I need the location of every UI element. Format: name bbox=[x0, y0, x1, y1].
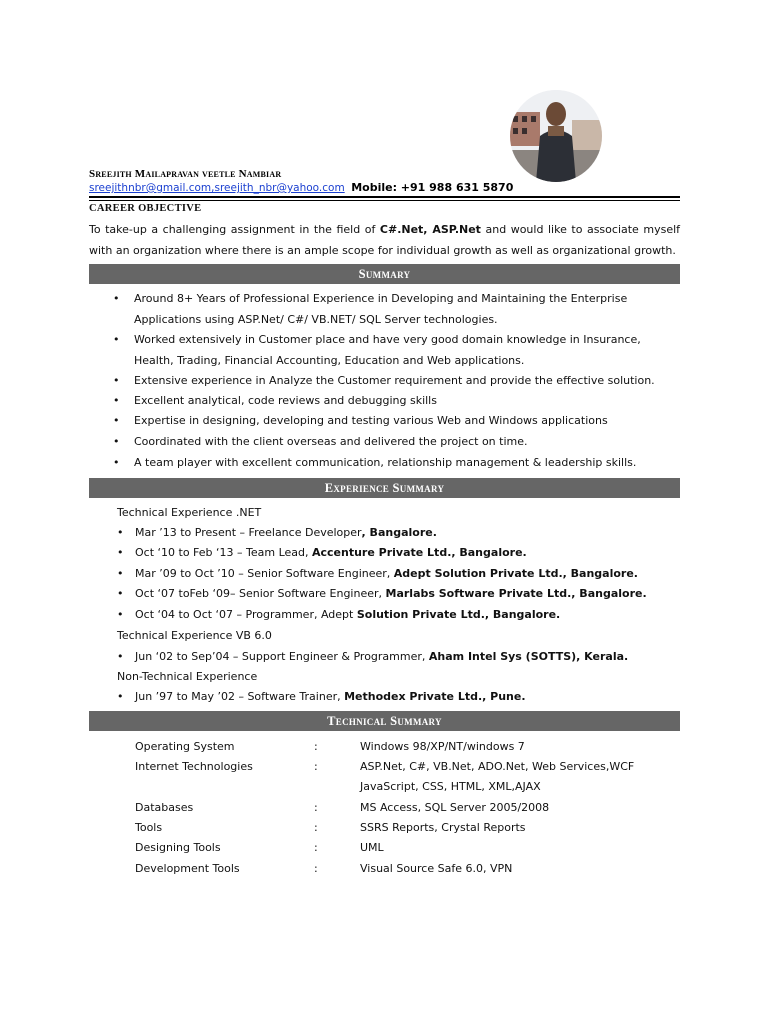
experience-item: • Jun ’97 to May ’02 – Software Trainer, Methodex Private Ltd., Pune. bbox=[117, 690, 526, 703]
summary-item: • Worked extensively in Customer place and have very good domain knowledge in Insurance, Health, Trading, Financial Accounting, Education and Web applications. bbox=[112, 330, 680, 371]
career-objective-heading: CAREER OBJECTIVE bbox=[89, 203, 202, 214]
summary-item: • Coordinated with the client overseas and delivered the project on time. bbox=[112, 432, 680, 453]
profile-photo-image bbox=[510, 90, 602, 182]
email-link[interactable]: sreejithnbr@gmail.com,sreejith_nbr@yahoo.com bbox=[89, 182, 345, 194]
vb-experience-heading: Technical Experience VB 6.0 bbox=[117, 629, 272, 642]
experience-item: • Oct ‘04 to Oct ‘07 – Programmer, Adept Solution Private Ltd., Bangalore. bbox=[117, 608, 560, 621]
summary-section-header: Summary bbox=[89, 264, 680, 284]
tech-value: SSRS Reports, Crystal Reports bbox=[360, 821, 526, 834]
tech-separator: : bbox=[314, 740, 318, 753]
tech-value: Windows 98/XP/NT/windows 7 bbox=[360, 740, 525, 753]
tech-label: Internet Technologies bbox=[135, 760, 253, 773]
experience-item: • Mar ’13 to Present – Freelance Developer, Bangalore. bbox=[117, 526, 437, 539]
mobile-number: Mobile: +91 988 631 5870 bbox=[351, 181, 514, 194]
experience-item: • Oct ‘10 to Feb ‘13 – Team Lead, Accenture Private Ltd., Bangalore. bbox=[117, 546, 527, 559]
experience-item: • Jun ‘02 to Sep’04 – Support Engineer & Programmer, Aham Intel Sys (SOTTS), Kerala. bbox=[117, 650, 628, 663]
non-technical-experience-heading: Non-Technical Experience bbox=[117, 670, 258, 683]
tech-label: Designing Tools bbox=[135, 841, 221, 854]
summary-item: • Extensive experience in Analyze the Customer requirement and provide the effective solution. bbox=[112, 371, 680, 392]
experience-item: • Mar ’09 to Oct ’10 – Senior Software Engineer, Adept Solution Private Ltd., Bangalore. bbox=[117, 567, 638, 580]
contact-line bbox=[89, 181, 513, 194]
summary-item: • Around 8+ Years of Professional Experience in Developing and Maintaining the Enterprise Applications using ASP.Net/ C#/ VB.NET/ SQL Server technologies. bbox=[112, 289, 680, 330]
tech-label: Development Tools bbox=[135, 862, 240, 875]
header-rule-thin bbox=[89, 200, 680, 201]
tech-label: Operating System bbox=[135, 740, 235, 753]
tech-value: MS Access, SQL Server 2005/2008 bbox=[360, 801, 550, 814]
technical-section-header: Technical Summary bbox=[89, 711, 680, 731]
summary-item: • Excellent analytical, code reviews and debugging skills bbox=[112, 391, 680, 412]
tech-value: JavaScript, CSS, HTML, XML,AJAX bbox=[360, 780, 541, 793]
tech-separator: : bbox=[314, 801, 318, 814]
tech-label: Databases bbox=[135, 801, 194, 814]
tech-value: UML bbox=[360, 841, 384, 854]
experience-section-header: Experience Summary bbox=[89, 478, 680, 498]
tech-label: Tools bbox=[135, 821, 163, 834]
tech-separator: : bbox=[314, 862, 318, 875]
summary-item: • Expertise in designing, developing and testing various Web and Windows applications bbox=[112, 411, 680, 432]
tech-separator: : bbox=[314, 760, 318, 773]
tech-value: Visual Source Safe 6.0, VPN bbox=[360, 862, 513, 875]
header-rule-thick bbox=[89, 196, 680, 198]
summary-item: • A team player with excellent communication, relationship management & leadership skills. bbox=[112, 453, 680, 474]
career-objective-text: To take-up a challenging assignment in the field of C#.Net, ASP.Net and would like to associate myself with an organization where there is an ample scope for individual growth as well as organizational growth. bbox=[89, 223, 681, 257]
tech-separator: : bbox=[314, 841, 318, 854]
profile-photo bbox=[510, 90, 602, 182]
tech-value: ASP.Net, C#, VB.Net, ADO.Net, Web Services,WCF bbox=[360, 760, 635, 773]
net-experience-heading: Technical Experience .NET bbox=[117, 506, 262, 519]
tech-separator: : bbox=[314, 821, 318, 834]
candidate-name: Sreejith Mailapravan veetle Nambiar bbox=[89, 168, 282, 180]
experience-item: • Oct ‘07 toFeb ‘09– Senior Software Engineer, Marlabs Software Private Ltd., Bangalore. bbox=[117, 587, 647, 600]
